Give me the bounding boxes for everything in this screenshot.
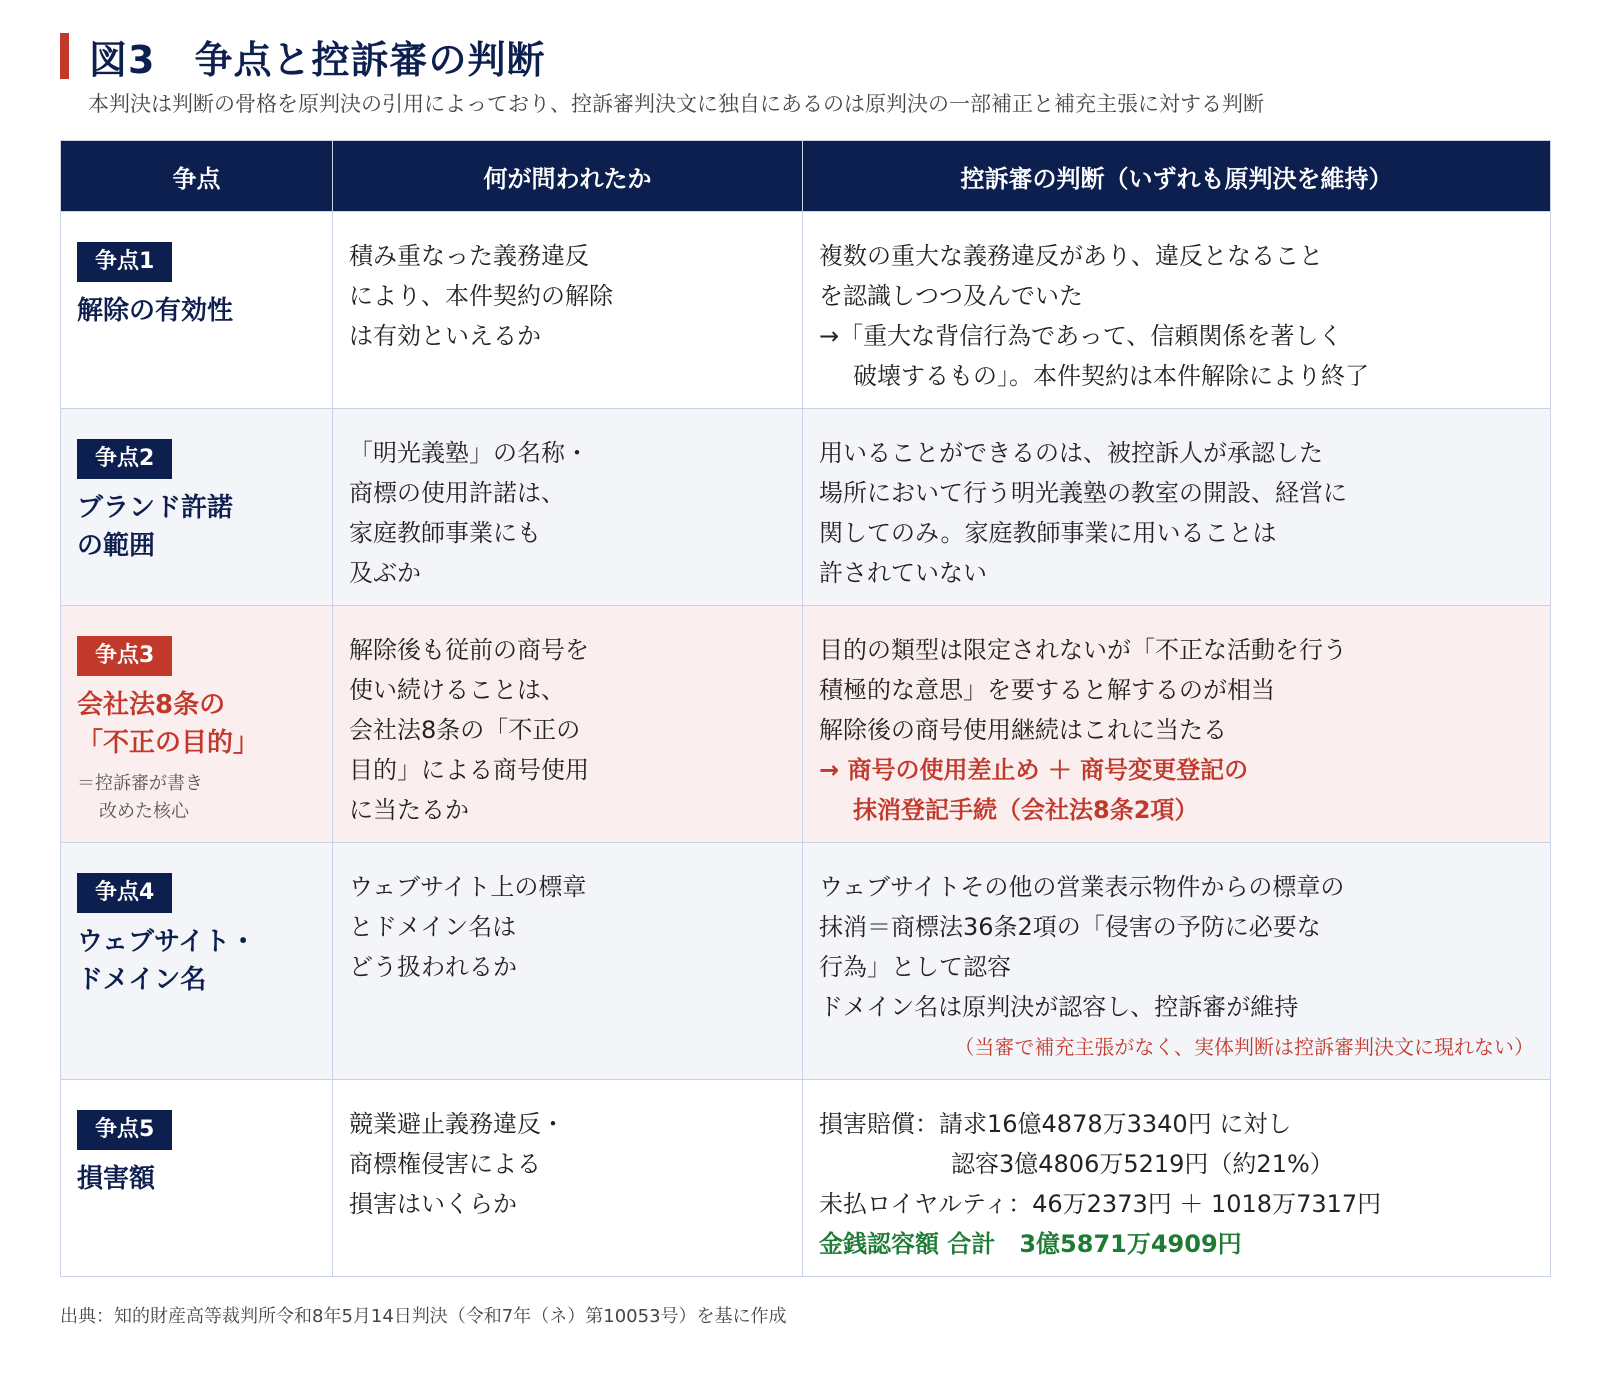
- header-issue: 争点: [61, 141, 333, 212]
- judgment-line: 抹消＝商標法36条2項の「侵害の予防に必要な: [819, 913, 1321, 941]
- judgment-line: 破壊するもの」。本件契約は本件解除により終了: [853, 362, 1369, 390]
- issue-badge: 争点1: [77, 242, 172, 282]
- question-line: 競業避止義務違反・: [349, 1110, 565, 1138]
- issue-note-line: ＝控訴審が書き: [77, 773, 203, 794]
- question-line: 積み重なった義務違反: [349, 242, 589, 270]
- judgment-line: 関してのみ。家庭教師事業に用いることは: [819, 519, 1277, 547]
- judgment-cell: [803, 843, 1551, 1080]
- judgment-conclusion-line: → 商号の使用差止め ＋ 商号変更登記の: [819, 756, 1249, 784]
- question-line: 使い続けることは、: [349, 676, 565, 704]
- question-line: 目的」による商号使用: [349, 756, 589, 784]
- question-line: 及ぶか: [349, 559, 421, 587]
- issue-cell: [61, 843, 333, 1080]
- issue-title: [77, 923, 316, 999]
- issue-cell: [61, 409, 333, 606]
- question-cell: [333, 1080, 803, 1277]
- header-judgment: 控訴審の判断（いずれも原判決を維持）: [803, 141, 1551, 212]
- figure-title-text: 図3 争点と控訴審の判断: [89, 37, 546, 82]
- question-line: 「明光義塾」の名称・: [349, 439, 589, 467]
- judgment-line: 行為」として認容: [819, 953, 1011, 981]
- title-block: [60, 32, 1550, 80]
- judgment-line: 許されていない: [819, 559, 987, 587]
- table-header-row: [61, 141, 1551, 212]
- judgment-cell: [803, 606, 1551, 843]
- issue-title-line: 会社法8条の: [77, 690, 226, 720]
- issue-badge: 争点4: [77, 873, 172, 913]
- issue-title-line: ドメイン名: [77, 965, 207, 995]
- judgment-note: （当審で補充主張がなく、実体判断は控訴審判決文に現れない）: [954, 1035, 1534, 1059]
- issue-cell: [61, 212, 333, 409]
- issue-title-line: ウェブサイト・: [77, 927, 257, 957]
- question-line: 会社法8条の「不正の: [349, 716, 581, 744]
- table-row: [61, 1080, 1551, 1277]
- issue-title: [77, 292, 316, 330]
- table-row: [61, 843, 1551, 1080]
- issue-title-line: の範囲: [77, 531, 156, 561]
- issue-note-line: 改めた核心: [99, 801, 189, 822]
- judgment-cell: [803, 409, 1551, 606]
- issue-badge: 争点2: [77, 439, 172, 479]
- issue-title: [77, 1160, 316, 1198]
- judgment-line: 認容3億4806万5219円（約21%）: [951, 1150, 1334, 1178]
- judgment-line: →「重大な背信行為であって、信頼関係を著しく: [819, 322, 1343, 350]
- question-cell: [333, 606, 803, 843]
- judgment-line: 用いることができるのは、被控訴人が承認した: [819, 439, 1323, 467]
- question-cell: [333, 843, 803, 1080]
- question-line: 損害はいくらか: [349, 1190, 517, 1218]
- judgment-cell: [803, 212, 1551, 409]
- figure-title: [60, 32, 1550, 80]
- table-row: [61, 409, 1551, 606]
- judgment-line: を認識しつつ及んでいた: [819, 282, 1083, 310]
- issue-badge: 争点5: [77, 1110, 172, 1150]
- question-line: 解除後も従前の商号を: [349, 636, 589, 664]
- issue-title: [77, 489, 316, 565]
- issue-note: [77, 770, 316, 826]
- question-line: ウェブサイト上の標章: [349, 873, 587, 901]
- question-line: は有効といえるか: [349, 322, 541, 350]
- judgment-line: ウェブサイトその他の営業表示物件からの標章の: [819, 873, 1345, 901]
- judgment-line: 解除後の商号使用継続はこれに当たる: [819, 716, 1227, 744]
- question-cell: [333, 409, 803, 606]
- question-line: により、本件契約の解除: [349, 282, 613, 310]
- table-row: [61, 212, 1551, 409]
- judgment-conclusion-line: 抹消登記手続（会社法8条2項）: [853, 796, 1199, 824]
- issue-title-line: 損害額: [77, 1164, 156, 1194]
- issue-title: [77, 686, 316, 762]
- issue-title-line: 解除の有効性: [77, 296, 234, 326]
- question-cell: [333, 212, 803, 409]
- question-line: どう扱われるか: [349, 953, 517, 981]
- question-line: 商標権侵害による: [349, 1150, 541, 1178]
- question-line: とドメイン名は: [349, 913, 517, 941]
- judgment-line: 積極的な意思」を要すると解するのが相当: [819, 676, 1275, 704]
- issue-title-line: 「不正の目的」: [77, 728, 260, 758]
- issue-cell: [61, 606, 333, 843]
- question-line: 家庭教師事業にも: [349, 519, 541, 547]
- issues-table: [60, 140, 1551, 1277]
- judgment-line: 損害賠償：請求16億4878万3340円 に対し: [819, 1110, 1292, 1138]
- question-line: に当たるか: [349, 796, 469, 824]
- issue-badge: 争点3: [77, 636, 172, 676]
- judgment-line: 場所において行う明光義塾の教室の開設、経営に: [819, 479, 1347, 507]
- issue-cell: [61, 1080, 333, 1277]
- table-row: [61, 606, 1551, 843]
- judgment-line: 未払ロイヤルティ：46万2373円 ＋ 1018万7317円: [819, 1190, 1382, 1218]
- judgment-line: 目的の類型は限定されないが「不正な活動を行う: [819, 636, 1347, 664]
- judgment-line: 複数の重大な義務違反があり、違反となること: [819, 242, 1323, 270]
- header-question: 何が問われたか: [333, 141, 803, 212]
- figure-subtitle: 本判決は判断の骨格を原判決の引用によっており、控訴審判決文に独自にあるのは原判決の一部補正と補充主張に対する判断: [88, 92, 1264, 116]
- judgment-line: ドメイン名は原判決が認容し、控訴審が維持: [819, 993, 1299, 1021]
- issue-title-line: ブランド許諾: [77, 493, 234, 523]
- title-accent-bar: [60, 33, 69, 79]
- judgment-cell: [803, 1080, 1551, 1277]
- question-line: 商標の使用許諾は、: [349, 479, 565, 507]
- source-note: 出典：知的財産高等裁判所令和8年5月14日判決（令和7年（ネ）第10053号）を基に作成: [60, 1306, 787, 1327]
- judgment-total: 金銭認容額 合計 3億5871万4909円: [819, 1230, 1242, 1258]
